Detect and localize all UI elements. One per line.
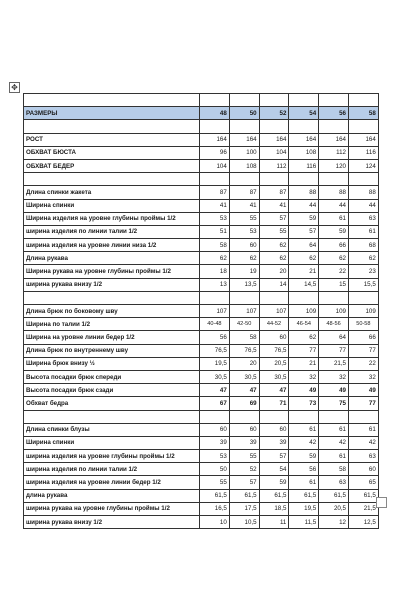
size-value-cell: 77 [348, 344, 378, 357]
size-value-cell: 30,5 [200, 370, 230, 383]
empty-cell [229, 173, 259, 186]
size-value-cell: 44 [289, 199, 319, 212]
row-label: ширина изделия по линии талии 1/2 [24, 225, 200, 238]
empty-cell [348, 173, 378, 186]
table-row [24, 252, 379, 265]
size-value-cell: 87 [200, 186, 230, 199]
size-value-cell: 48-56 [319, 318, 349, 331]
size-value-cell: 22 [319, 265, 349, 278]
size-value-cell: 60 [200, 423, 230, 436]
size-value-cell: 100 [229, 146, 259, 159]
size-value-cell: 47 [200, 384, 230, 397]
header-size: 56 [319, 107, 349, 120]
empty-cell [200, 291, 230, 304]
header-size: 50 [229, 107, 259, 120]
size-value-cell: 61 [348, 423, 378, 436]
table-row [24, 502, 379, 515]
size-value-cell: 44-52 [259, 318, 289, 331]
size-value-cell: 42-50 [229, 318, 259, 331]
size-value-cell: 11 [259, 516, 289, 529]
size-value-cell: 61,5 [289, 489, 319, 502]
size-value-cell: 41 [200, 199, 230, 212]
size-value-cell: 164 [348, 133, 378, 146]
row-label: Ширина рукава на уровне глубины проймы 1/2 [24, 265, 200, 278]
size-value-cell: 18 [200, 265, 230, 278]
size-value-cell: 55 [229, 450, 259, 463]
table-row-blank [24, 94, 379, 107]
size-value-cell: 61 [289, 476, 319, 489]
size-value-cell: 22 [348, 357, 378, 370]
size-value-cell: 55 [259, 225, 289, 238]
size-value-cell: 23 [348, 265, 378, 278]
size-value-cell: 61 [289, 423, 319, 436]
size-value-cell: 63 [319, 476, 349, 489]
table-row [24, 146, 379, 159]
empty-cell [24, 291, 200, 304]
size-value-cell: 41 [229, 199, 259, 212]
size-value-cell: 164 [319, 133, 349, 146]
size-value-cell: 46-54 [289, 318, 319, 331]
size-value-cell: 62 [348, 252, 378, 265]
size-value-cell: 61 [319, 212, 349, 225]
size-value-cell: 32 [319, 370, 349, 383]
empty-cell [259, 120, 289, 133]
size-value-cell: 87 [259, 186, 289, 199]
size-value-cell: 44 [348, 199, 378, 212]
size-chart-table [23, 93, 379, 529]
size-value-cell: 13,5 [229, 278, 259, 291]
empty-cell [319, 410, 349, 423]
size-value-cell: 109 [348, 305, 378, 318]
size-value-cell: 61 [319, 450, 349, 463]
table-row [24, 225, 379, 238]
row-label: Обхват бедра [24, 397, 200, 410]
size-value-cell: 66 [319, 239, 349, 252]
size-value-cell: 49 [319, 384, 349, 397]
size-value-cell: 60 [229, 423, 259, 436]
size-value-cell: 164 [289, 133, 319, 146]
size-value-cell: 30,5 [229, 370, 259, 383]
size-value-cell: 20 [229, 357, 259, 370]
size-value-cell: 55 [200, 476, 230, 489]
size-value-cell: 12 [319, 516, 349, 529]
size-value-cell: 44 [319, 199, 349, 212]
table-row [24, 450, 379, 463]
size-value-cell: 107 [259, 305, 289, 318]
row-label: ширина рукава на уровне глубины проймы 1/2 [24, 502, 200, 515]
row-label: ОБХВАТ БЕДЕР [24, 159, 200, 172]
table-row [24, 516, 379, 529]
size-value-cell: 61 [348, 225, 378, 238]
size-value-cell: 73 [289, 397, 319, 410]
size-value-cell: 13 [200, 278, 230, 291]
empty-cell [319, 173, 349, 186]
size-value-cell: 17,5 [229, 502, 259, 515]
row-label: РОСТ [24, 133, 200, 146]
size-value-cell: 88 [289, 186, 319, 199]
size-value-cell: 52 [229, 463, 259, 476]
size-value-cell: 53 [200, 212, 230, 225]
size-value-cell: 77 [289, 344, 319, 357]
row-label: Ширина на уровне линии бедер 1/2 [24, 331, 200, 344]
size-value-cell: 164 [259, 133, 289, 146]
size-value-cell: 42 [348, 436, 378, 449]
size-value-cell: 66 [348, 331, 378, 344]
row-label: Ширина по талии 1/2 [24, 318, 200, 331]
size-value-cell: 112 [259, 159, 289, 172]
size-value-cell: 62 [289, 331, 319, 344]
size-value-cell: 60 [348, 463, 378, 476]
size-value-cell: 61,5 [348, 489, 378, 502]
size-value-cell: 164 [200, 133, 230, 146]
size-value-cell: 64 [289, 239, 319, 252]
size-value-cell: 21,5 [348, 502, 378, 515]
size-value-cell: 54 [259, 463, 289, 476]
header-size: 48 [200, 107, 230, 120]
size-value-cell: 76,5 [200, 344, 230, 357]
empty-cell [229, 291, 259, 304]
size-value-cell: 10 [200, 516, 230, 529]
size-value-cell: 49 [289, 384, 319, 397]
row-label: Ширина спинки [24, 199, 200, 212]
size-value-cell: 108 [229, 159, 259, 172]
size-value-cell: 47 [229, 384, 259, 397]
size-value-cell: 32 [289, 370, 319, 383]
table-row [24, 239, 379, 252]
size-value-cell: 15,5 [348, 278, 378, 291]
table-row [24, 397, 379, 410]
table-row [24, 384, 379, 397]
size-value-cell: 50-58 [348, 318, 378, 331]
row-label: ширина рукава внизу 1/2 [24, 516, 200, 529]
row-label: Ширина спинки [24, 436, 200, 449]
table-row [24, 344, 379, 357]
size-value-cell: 14,5 [289, 278, 319, 291]
size-value-cell: 62 [200, 252, 230, 265]
header-size: 52 [259, 107, 289, 120]
size-value-cell: 42 [319, 436, 349, 449]
size-value-cell: 39 [200, 436, 230, 449]
size-value-cell: 21 [289, 265, 319, 278]
row-label: Ширина брюк внизу ½ [24, 357, 200, 370]
size-value-cell: 20,5 [259, 357, 289, 370]
size-value-cell: 57 [229, 476, 259, 489]
size-value-cell: 56 [200, 331, 230, 344]
table-row [24, 159, 379, 172]
size-value-cell: 39 [259, 436, 289, 449]
table-row [24, 476, 379, 489]
empty-cell [319, 120, 349, 133]
size-value-cell: 19,5 [289, 502, 319, 515]
row-label: ширина изделия на уровне линии бедер 1/2 [24, 476, 200, 489]
size-value-cell: 68 [348, 239, 378, 252]
size-value-cell: 57 [259, 450, 289, 463]
table-row [24, 199, 379, 212]
size-value-cell: 15 [319, 278, 349, 291]
empty-cell [319, 291, 349, 304]
table-row [24, 133, 379, 146]
size-value-cell: 88 [319, 186, 349, 199]
size-value-cell: 59 [289, 450, 319, 463]
size-value-cell: 59 [289, 212, 319, 225]
size-value-cell: 61,5 [259, 489, 289, 502]
empty-cell [289, 291, 319, 304]
size-value-cell: 42 [289, 436, 319, 449]
size-value-cell: 96 [200, 146, 230, 159]
empty-cell [348, 410, 378, 423]
size-value-cell: 56 [289, 463, 319, 476]
size-value-cell: 19 [229, 265, 259, 278]
table-row [24, 489, 379, 502]
size-value-cell: 104 [200, 159, 230, 172]
size-value-cell: 62 [259, 239, 289, 252]
size-value-cell: 67 [200, 397, 230, 410]
size-value-cell: 164 [229, 133, 259, 146]
size-value-cell: 49 [348, 384, 378, 397]
size-value-cell: 62 [259, 252, 289, 265]
size-value-cell: 53 [229, 225, 259, 238]
size-value-cell: 69 [229, 397, 259, 410]
size-value-cell: 120 [319, 159, 349, 172]
empty-cell [24, 173, 200, 186]
size-value-cell: 40-48 [200, 318, 230, 331]
header-size: 58 [348, 107, 378, 120]
table-row-blank [24, 291, 379, 304]
size-value-cell: 58 [229, 331, 259, 344]
row-label: Длина рукава [24, 252, 200, 265]
size-value-cell: 109 [289, 305, 319, 318]
size-value-cell: 60 [259, 423, 289, 436]
size-value-cell: 109 [319, 305, 349, 318]
row-label: Ширина изделия на уровне глубины проймы 1/2 [24, 212, 200, 225]
table-row [24, 331, 379, 344]
size-value-cell: 76,5 [229, 344, 259, 357]
size-value-cell: 65 [348, 476, 378, 489]
size-value-cell: 10,5 [229, 516, 259, 529]
size-value-cell: 21,5 [319, 357, 349, 370]
size-value-cell: 64 [319, 331, 349, 344]
empty-cell [348, 291, 378, 304]
size-value-cell: 61,5 [229, 489, 259, 502]
size-value-cell: 60 [229, 239, 259, 252]
empty-cell [24, 120, 200, 133]
table-row [24, 436, 379, 449]
size-value-cell: 20 [259, 265, 289, 278]
size-value-cell: 62 [229, 252, 259, 265]
empty-cell [289, 173, 319, 186]
row-label: Длина спинки блузы [24, 423, 200, 436]
empty-cell [348, 120, 378, 133]
size-value-cell: 20,5 [319, 502, 349, 515]
size-value-cell: 12,5 [348, 516, 378, 529]
size-value-cell: 57 [259, 212, 289, 225]
size-value-cell: 14 [259, 278, 289, 291]
table-row [24, 423, 379, 436]
table-row [24, 265, 379, 278]
size-value-cell: 124 [348, 159, 378, 172]
empty-cell [200, 173, 230, 186]
row-label: Длина спинки жакета [24, 186, 200, 199]
size-value-cell: 60 [259, 331, 289, 344]
header-size: 54 [289, 107, 319, 120]
empty-cell [229, 410, 259, 423]
size-value-cell: 16,5 [200, 502, 230, 515]
row-label: ширина изделия на уровне глубины проймы 1/2 [24, 450, 200, 463]
table-row [24, 318, 379, 331]
size-value-cell: 71 [259, 397, 289, 410]
table-header-row [24, 107, 379, 120]
row-label: ОБХВАТ БЮСТА [24, 146, 200, 159]
empty-cell [200, 410, 230, 423]
header-label: РАЗМЕРЫ [24, 107, 200, 120]
size-value-cell: 116 [348, 146, 378, 159]
size-value-cell: 57 [289, 225, 319, 238]
size-value-cell: 55 [229, 212, 259, 225]
row-label: Высота посадки брюк спереди [24, 370, 200, 383]
size-value-cell: 47 [259, 384, 289, 397]
size-value-cell: 51 [200, 225, 230, 238]
size-value-cell: 104 [259, 146, 289, 159]
size-value-cell: 61,5 [319, 489, 349, 502]
empty-cell [259, 173, 289, 186]
size-value-cell: 77 [348, 397, 378, 410]
size-value-cell: 58 [200, 239, 230, 252]
size-value-cell: 19,5 [200, 357, 230, 370]
size-value-cell: 108 [289, 146, 319, 159]
size-value-cell: 30,5 [259, 370, 289, 383]
row-label: ширина изделия на уровне линии низа 1/2 [24, 239, 200, 252]
size-value-cell: 88 [348, 186, 378, 199]
empty-cell [259, 291, 289, 304]
empty-cell [289, 410, 319, 423]
row-label: ширина изделия по линии талии 1/2 [24, 463, 200, 476]
row-label: ширина рукава внизу 1/2 [24, 278, 200, 291]
size-value-cell: 58 [319, 463, 349, 476]
empty-cell [259, 410, 289, 423]
size-value-cell: 18,5 [259, 502, 289, 515]
size-value-cell: 41 [259, 199, 289, 212]
size-value-cell: 59 [319, 225, 349, 238]
empty-cell [24, 410, 200, 423]
size-value-cell: 63 [348, 450, 378, 463]
table-move-handle-icon[interactable]: ✥ [9, 82, 20, 93]
size-value-cell: 53 [200, 450, 230, 463]
size-value-cell: 75 [319, 397, 349, 410]
row-label: Высота посадки брюк сзади [24, 384, 200, 397]
size-value-cell: 32 [348, 370, 378, 383]
table-resize-handle-icon[interactable] [376, 497, 387, 508]
size-value-cell: 62 [289, 252, 319, 265]
size-value-cell: 62 [319, 252, 349, 265]
table-row [24, 278, 379, 291]
size-value-cell: 21 [289, 357, 319, 370]
size-value-cell: 77 [319, 344, 349, 357]
row-label: Длина брюк по боковому шву [24, 305, 200, 318]
size-value-cell: 76,5 [259, 344, 289, 357]
size-value-cell: 59 [259, 476, 289, 489]
size-value-cell: 61 [319, 423, 349, 436]
empty-cell [200, 120, 230, 133]
size-value-cell: 61,5 [200, 489, 230, 502]
size-value-cell: 112 [319, 146, 349, 159]
empty-cell [289, 120, 319, 133]
table-row [24, 212, 379, 225]
row-label: Длина брюк по внутреннему шву [24, 344, 200, 357]
table-row [24, 357, 379, 370]
size-value-cell: 107 [200, 305, 230, 318]
table-row [24, 305, 379, 318]
size-value-cell: 50 [200, 463, 230, 476]
size-value-cell: 39 [229, 436, 259, 449]
table-row-blank [24, 410, 379, 423]
table-row [24, 186, 379, 199]
size-value-cell: 107 [229, 305, 259, 318]
empty-cell [229, 120, 259, 133]
table-row-blank [24, 173, 379, 186]
row-label: длина рукава [24, 489, 200, 502]
table-row [24, 370, 379, 383]
table-row [24, 463, 379, 476]
size-value-cell: 11,5 [289, 516, 319, 529]
size-value-cell: 63 [348, 212, 378, 225]
size-value-cell: 87 [229, 186, 259, 199]
table-row-blank [24, 120, 379, 133]
size-value-cell: 116 [289, 159, 319, 172]
